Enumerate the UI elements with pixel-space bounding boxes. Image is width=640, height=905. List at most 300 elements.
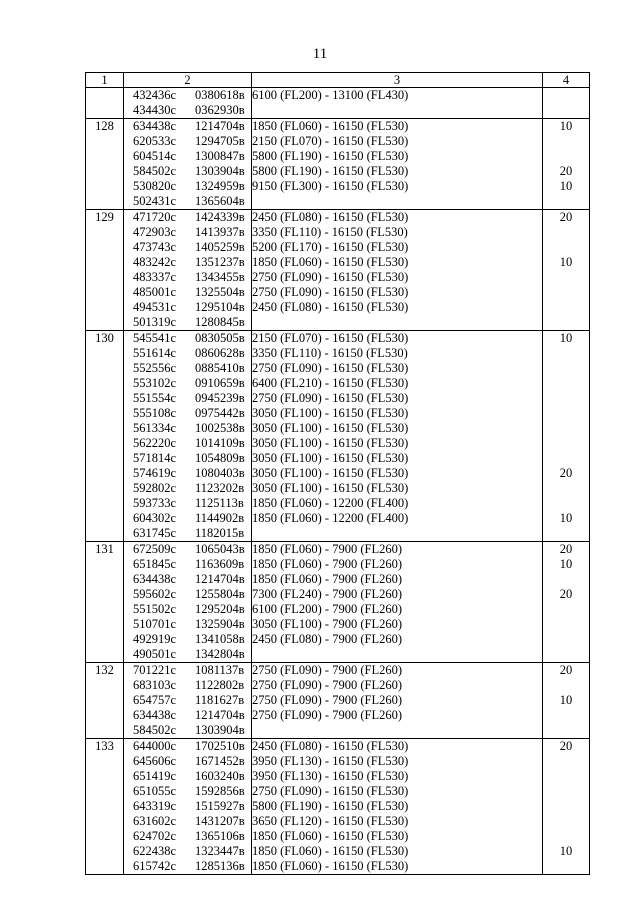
longitude: 1080403в <box>195 466 245 480</box>
group-row <box>86 542 590 663</box>
longitude: 1295104в <box>195 300 245 314</box>
altitude-range: 3050 (FL100) - 16150 (FL530) <box>252 451 409 465</box>
column-4-value <box>543 376 589 391</box>
coordinate-line <box>124 481 251 496</box>
altitude-range: 2450 (FL080) - 16150 (FL530) <box>252 210 409 224</box>
value-cell <box>543 663 590 739</box>
coordinates-cell <box>124 331 252 542</box>
coordinate-line <box>124 346 251 361</box>
column-4-value <box>543 225 589 240</box>
longitude: 1671452в <box>195 754 245 768</box>
altitude-cell <box>252 663 543 739</box>
coordinate-line <box>124 149 251 164</box>
latitude: 644000с <box>133 739 177 753</box>
header-col-3: 3 <box>252 73 543 88</box>
longitude: 1365106в <box>195 829 245 843</box>
altitude-range: 3050 (FL100) - 16150 (FL530) <box>252 421 409 435</box>
longitude: 1303904в <box>195 723 245 737</box>
group-number-cell <box>86 210 124 331</box>
altitude-range: 2450 (FL080) - 16150 (FL530) <box>252 300 409 314</box>
altitude-range: 3050 (FL100) - 16150 (FL530) <box>252 466 409 480</box>
longitude: 1294705в <box>195 134 245 148</box>
header-row <box>86 73 590 88</box>
altitude-range: 5800 (FL190) - 16150 (FL530) <box>252 164 409 178</box>
group-number-cell <box>86 88 124 119</box>
altitude-range: 2750 (FL090) - 16150 (FL530) <box>252 784 409 798</box>
altitude-range: 2450 (FL080) - 16150 (FL530) <box>252 739 409 753</box>
altitude-range: 2750 (FL090) - 16150 (FL530) <box>252 270 409 284</box>
column-4-value <box>543 814 589 829</box>
latitude: 593733с <box>133 496 177 510</box>
longitude: 1181627в <box>195 693 245 707</box>
group-number-cell <box>86 739 124 875</box>
latitude: 592802с <box>133 481 177 495</box>
group-number <box>86 88 123 103</box>
longitude: 1214704в <box>195 572 245 586</box>
altitude-cell <box>252 542 543 663</box>
coordinates-cell <box>124 88 252 119</box>
header-col-1: 1 <box>86 73 124 88</box>
longitude: 1255804в <box>195 587 245 601</box>
column-4-value <box>543 481 589 496</box>
altitude-cell <box>252 739 543 875</box>
longitude: 1341058в <box>195 632 245 646</box>
latitude: 501319с <box>133 315 177 329</box>
altitude-range: 6100 (FL200) - 13100 (FL430) <box>252 88 409 102</box>
latitude: 483242с <box>133 255 177 269</box>
altitude-cell <box>252 210 543 331</box>
longitude: 1214704в <box>195 119 245 133</box>
coordinate-line <box>124 406 251 421</box>
value-cell <box>543 119 590 210</box>
altitude-range: 1850 (FL060) - 16150 (FL530) <box>252 844 409 858</box>
longitude: 1592856в <box>195 784 245 798</box>
latitude: 634438с <box>133 119 177 133</box>
longitude: 1123202в <box>195 481 245 495</box>
coordinate-line <box>124 542 251 557</box>
latitude: 574619с <box>133 466 177 480</box>
column-4-value <box>543 723 589 738</box>
latitude: 571814с <box>133 451 177 465</box>
group-number: 129 <box>95 210 114 224</box>
column-4-value: 20 <box>559 739 573 753</box>
latitude: 624702с <box>133 829 177 843</box>
latitude: 551502с <box>133 602 177 616</box>
column-4-value <box>543 103 589 118</box>
altitude-range <box>252 315 542 330</box>
column-4-value: 10 <box>559 179 573 193</box>
column-4-value <box>543 436 589 451</box>
altitude-range: 3950 (FL130) - 16150 (FL530) <box>252 769 409 783</box>
latitude: 552556с <box>133 361 177 375</box>
coordinate-line <box>124 255 251 270</box>
latitude: 551554с <box>133 391 177 405</box>
altitude-range: 2750 (FL090) - 7900 (FL260) <box>252 678 402 692</box>
longitude: 1125113в <box>195 496 244 510</box>
coordinate-line <box>124 300 251 315</box>
latitude: 483337с <box>133 270 177 284</box>
coordinate-line <box>124 784 251 799</box>
latitude: 490501с <box>133 647 177 661</box>
column-4-value: 20 <box>559 466 573 480</box>
column-4-value <box>543 829 589 844</box>
altitude-range: 1850 (FL060) - 7900 (FL260) <box>252 572 402 586</box>
longitude: 1351237в <box>195 255 245 269</box>
altitude-range: 1850 (FL060) - 16150 (FL530) <box>252 859 409 873</box>
altitude-range: 2750 (FL090) - 7900 (FL260) <box>252 693 402 707</box>
group-row <box>86 210 590 331</box>
latitude: 473743с <box>133 240 177 254</box>
latitude: 645606с <box>133 754 177 768</box>
latitude: 631745с <box>133 526 177 540</box>
latitude: 561334с <box>133 421 177 435</box>
column-4-value <box>543 708 589 723</box>
longitude: 0362930в <box>195 103 245 117</box>
latitude: 555108с <box>133 406 177 420</box>
coordinate-line <box>124 270 251 285</box>
column-4-value <box>543 194 589 209</box>
coordinate-line <box>124 451 251 466</box>
column-4-value <box>543 270 589 285</box>
group-row <box>86 663 590 739</box>
group-number-cell <box>86 331 124 542</box>
altitude-range: 1850 (FL060) - 16150 (FL530) <box>252 255 409 269</box>
altitude-range <box>252 647 542 662</box>
latitude: 672509с <box>133 542 177 556</box>
latitude: 595602с <box>133 587 177 601</box>
column-4-value <box>543 647 589 662</box>
column-4-value <box>543 134 589 149</box>
longitude: 1300847в <box>195 149 245 163</box>
longitude: 1065043в <box>195 542 245 556</box>
latitude: 634438с <box>133 708 177 722</box>
group-number-cell <box>86 119 124 210</box>
longitude: 1405259в <box>195 240 245 254</box>
longitude: 1295204в <box>195 602 245 616</box>
longitude: 1303904в <box>195 164 245 178</box>
altitude-range: 3350 (FL110) - 16150 (FL530) <box>252 225 408 239</box>
altitude-range: 5200 (FL170) - 16150 (FL530) <box>252 240 409 254</box>
airspace-table <box>85 72 590 875</box>
longitude: 1515927в <box>195 799 245 813</box>
altitude-range: 3050 (FL100) - 16150 (FL530) <box>252 436 409 450</box>
value-cell <box>543 88 590 119</box>
altitude-range: 1850 (FL060) - 7900 (FL260) <box>252 542 402 556</box>
altitude-range: 3950 (FL130) - 16150 (FL530) <box>252 754 409 768</box>
coordinate-line <box>124 361 251 376</box>
coordinate-line <box>124 587 251 602</box>
longitude: 0910659в <box>195 376 245 390</box>
altitude-range <box>252 723 542 738</box>
coordinate-line <box>124 164 251 179</box>
altitude-range: 6100 (FL200) - 7900 (FL260) <box>252 602 402 616</box>
latitude: 472903с <box>133 225 177 239</box>
longitude: 1365604в <box>195 194 245 208</box>
longitude: 0860628в <box>195 346 245 360</box>
value-cell <box>543 739 590 875</box>
latitude: 471720с <box>133 210 177 224</box>
altitude-range: 2750 (FL090) - 16150 (FL530) <box>252 285 409 299</box>
column-4-value <box>543 285 589 300</box>
coordinate-line <box>124 240 251 255</box>
coordinate-line <box>124 754 251 769</box>
altitude-range: 2750 (FL090) - 16150 (FL530) <box>252 391 409 405</box>
altitude-range <box>252 526 542 541</box>
group-row <box>86 88 590 119</box>
latitude: 622438с <box>133 844 177 858</box>
altitude-range: 7300 (FL240) - 7900 (FL260) <box>252 587 402 601</box>
altitude-cell <box>252 331 543 542</box>
coordinate-line <box>124 663 251 678</box>
longitude: 0975442в <box>195 406 245 420</box>
coordinate-line <box>124 572 251 587</box>
value-cell <box>543 210 590 331</box>
coordinates-cell <box>124 542 252 663</box>
coordinate-line <box>124 678 251 693</box>
longitude: 0380618в <box>195 88 245 102</box>
coordinate-line <box>124 647 251 662</box>
group-row <box>86 331 590 542</box>
coordinate-line <box>124 421 251 436</box>
column-4-value <box>543 754 589 769</box>
coordinate-line <box>124 708 251 723</box>
group-row <box>86 119 590 210</box>
longitude: 1163609в <box>195 557 245 571</box>
coordinate-line <box>124 134 251 149</box>
column-4-value <box>543 406 589 421</box>
longitude: 1182015в <box>195 526 245 540</box>
coordinate-line <box>124 285 251 300</box>
longitude: 0945239в <box>195 391 245 405</box>
latitude: 432436с <box>133 88 177 102</box>
altitude-range: 2750 (FL090) - 16150 (FL530) <box>252 361 409 375</box>
longitude: 1280845в <box>195 315 245 329</box>
altitude-range: 2450 (FL080) - 7900 (FL260) <box>252 632 402 646</box>
coordinate-line <box>124 632 251 647</box>
column-4-value <box>543 88 589 103</box>
column-4-value <box>543 496 589 511</box>
column-4-value <box>543 451 589 466</box>
longitude: 1323447в <box>195 844 245 858</box>
column-4-value <box>543 391 589 406</box>
column-4-value <box>543 784 589 799</box>
latitude: 620533с <box>133 134 177 148</box>
longitude: 1325504в <box>195 285 245 299</box>
group-number: 128 <box>95 119 114 133</box>
coordinate-line <box>124 103 251 118</box>
latitude: 502431с <box>133 194 177 208</box>
latitude: 643319с <box>133 799 177 813</box>
coordinates-cell <box>124 663 252 739</box>
altitude-range: 2150 (FL070) - 16150 (FL530) <box>252 134 409 148</box>
latitude: 604514с <box>133 149 177 163</box>
column-4-value <box>543 361 589 376</box>
latitude: 701221с <box>133 663 177 677</box>
longitude: 1424339в <box>195 210 245 224</box>
coordinate-line <box>124 844 251 859</box>
coordinate-line <box>124 315 251 330</box>
latitude: 604302с <box>133 511 177 525</box>
latitude: 654757с <box>133 693 177 707</box>
latitude: 494531с <box>133 300 177 314</box>
latitude: 553102с <box>133 376 177 390</box>
latitude: 683103с <box>133 678 177 692</box>
latitude: 615742с <box>133 859 177 873</box>
latitude: 562220с <box>133 436 177 450</box>
column-4-value: 20 <box>559 210 573 224</box>
value-cell <box>543 331 590 542</box>
coordinate-line <box>124 769 251 784</box>
coordinate-line <box>124 496 251 511</box>
altitude-range: 1850 (FL060) - 12200 (FL400) <box>252 511 409 525</box>
coordinate-line <box>124 179 251 194</box>
coordinate-line <box>124 859 251 874</box>
coordinate-line <box>124 210 251 225</box>
coordinate-line <box>124 829 251 844</box>
column-4-value: 20 <box>559 587 573 601</box>
coordinate-line <box>124 799 251 814</box>
longitude: 1002538в <box>195 421 245 435</box>
latitude: 545541с <box>133 331 177 345</box>
column-4-value <box>543 315 589 330</box>
altitude-range: 3050 (FL100) - 16150 (FL530) <box>252 406 409 420</box>
column-4-value <box>543 300 589 315</box>
coordinates-cell <box>124 119 252 210</box>
longitude: 1122802в <box>195 678 245 692</box>
coordinate-line <box>124 466 251 481</box>
altitude-range: 3350 (FL110) - 16150 (FL530) <box>252 346 408 360</box>
altitude-range: 3650 (FL120) - 16150 (FL530) <box>252 814 409 828</box>
coordinate-line <box>124 526 251 541</box>
longitude: 1431207в <box>195 814 245 828</box>
latitude: 651419с <box>133 769 177 783</box>
altitude-cell <box>252 119 543 210</box>
longitude: 0830505в <box>195 331 245 345</box>
altitude-range: 2150 (FL070) - 16150 (FL530) <box>252 331 409 345</box>
column-4-value <box>543 346 589 361</box>
coordinate-line <box>124 119 251 134</box>
value-cell <box>543 542 590 663</box>
page-number: 11 <box>312 46 328 62</box>
latitude: 631602с <box>133 814 177 828</box>
column-4-value <box>543 572 589 587</box>
coordinate-line <box>124 617 251 632</box>
column-4-value: 10 <box>559 255 573 269</box>
altitude-range: 6400 (FL210) - 16150 (FL530) <box>252 376 409 390</box>
altitude-range: 2750 (FL090) - 7900 (FL260) <box>252 663 402 677</box>
coordinate-line <box>124 814 251 829</box>
column-4-value: 20 <box>559 164 573 178</box>
longitude: 1603240в <box>195 769 245 783</box>
coordinate-line <box>124 88 251 103</box>
latitude: 492919с <box>133 632 177 646</box>
column-4-value <box>543 799 589 814</box>
longitude: 1343455в <box>195 270 245 284</box>
column-4-value <box>543 526 589 541</box>
latitude: 584502с <box>133 164 177 178</box>
latitude: 485001с <box>133 285 177 299</box>
group-number: 132 <box>95 663 114 677</box>
longitude: 1325904в <box>195 617 245 631</box>
column-4-value <box>543 149 589 164</box>
latitude: 551614с <box>133 346 177 360</box>
column-4-value <box>543 617 589 632</box>
latitude: 651055с <box>133 784 177 798</box>
coordinate-line <box>124 739 251 754</box>
longitude: 1413937в <box>195 225 245 239</box>
altitude-range: 3050 (FL100) - 7900 (FL260) <box>252 617 402 631</box>
latitude: 651845с <box>133 557 177 571</box>
column-4-value <box>543 632 589 647</box>
column-4-value <box>543 602 589 617</box>
column-4-value: 10 <box>559 119 573 133</box>
column-4-value <box>543 421 589 436</box>
header-col-2: 2 <box>124 73 252 88</box>
altitude-range: 5800 (FL190) - 16150 (FL530) <box>252 149 409 163</box>
altitude-range: 1850 (FL060) - 16150 (FL530) <box>252 829 409 843</box>
longitude: 1214704в <box>195 708 245 722</box>
header-col-4: 4 <box>543 73 590 88</box>
longitude: 1081137в <box>195 663 245 677</box>
coordinate-line <box>124 391 251 406</box>
longitude: 1144902в <box>195 511 245 525</box>
coordinate-line <box>124 602 251 617</box>
longitude: 1702510в <box>195 739 245 753</box>
coordinates-cell <box>124 210 252 331</box>
column-4-value <box>543 240 589 255</box>
altitude-range <box>252 103 542 118</box>
coordinate-line <box>124 693 251 708</box>
column-4-value: 20 <box>559 663 573 677</box>
longitude: 0885410в <box>195 361 245 375</box>
group-number-cell <box>86 542 124 663</box>
latitude: 584502с <box>133 723 177 737</box>
coordinates-cell <box>124 739 252 875</box>
column-4-value: 10 <box>559 331 573 345</box>
column-4-value: 10 <box>559 693 573 707</box>
group-number: 131 <box>95 542 114 556</box>
column-4-value: 10 <box>559 844 573 858</box>
longitude: 1324959в <box>195 179 245 193</box>
group-row <box>86 739 590 875</box>
coordinate-line <box>124 557 251 572</box>
coordinate-line <box>124 511 251 526</box>
altitude-range: 1850 (FL060) - 16150 (FL530) <box>252 119 409 133</box>
latitude: 434430с <box>133 103 177 117</box>
latitude: 530820с <box>133 179 177 193</box>
group-number: 130 <box>95 331 114 345</box>
altitude-range: 9150 (FL300) - 16150 (FL530) <box>252 179 409 193</box>
column-4-value: 20 <box>559 542 573 556</box>
latitude: 634438с <box>133 572 177 586</box>
coordinate-line <box>124 331 251 346</box>
group-number-cell <box>86 663 124 739</box>
longitude: 1285136в <box>195 859 245 873</box>
column-4-value: 10 <box>559 557 573 571</box>
coordinate-line <box>124 436 251 451</box>
column-4-value: 10 <box>559 511 573 525</box>
longitude: 1014109в <box>195 436 245 450</box>
column-4-value <box>543 859 589 874</box>
altitude-range <box>252 194 542 209</box>
altitude-range: 1850 (FL060) - 7900 (FL260) <box>252 557 402 571</box>
coordinate-line <box>124 376 251 391</box>
coordinate-line <box>124 194 251 209</box>
altitude-range: 5800 (FL190) - 16150 (FL530) <box>252 799 409 813</box>
column-4-value <box>543 678 589 693</box>
group-number: 133 <box>95 739 114 753</box>
altitude-cell <box>252 88 543 119</box>
